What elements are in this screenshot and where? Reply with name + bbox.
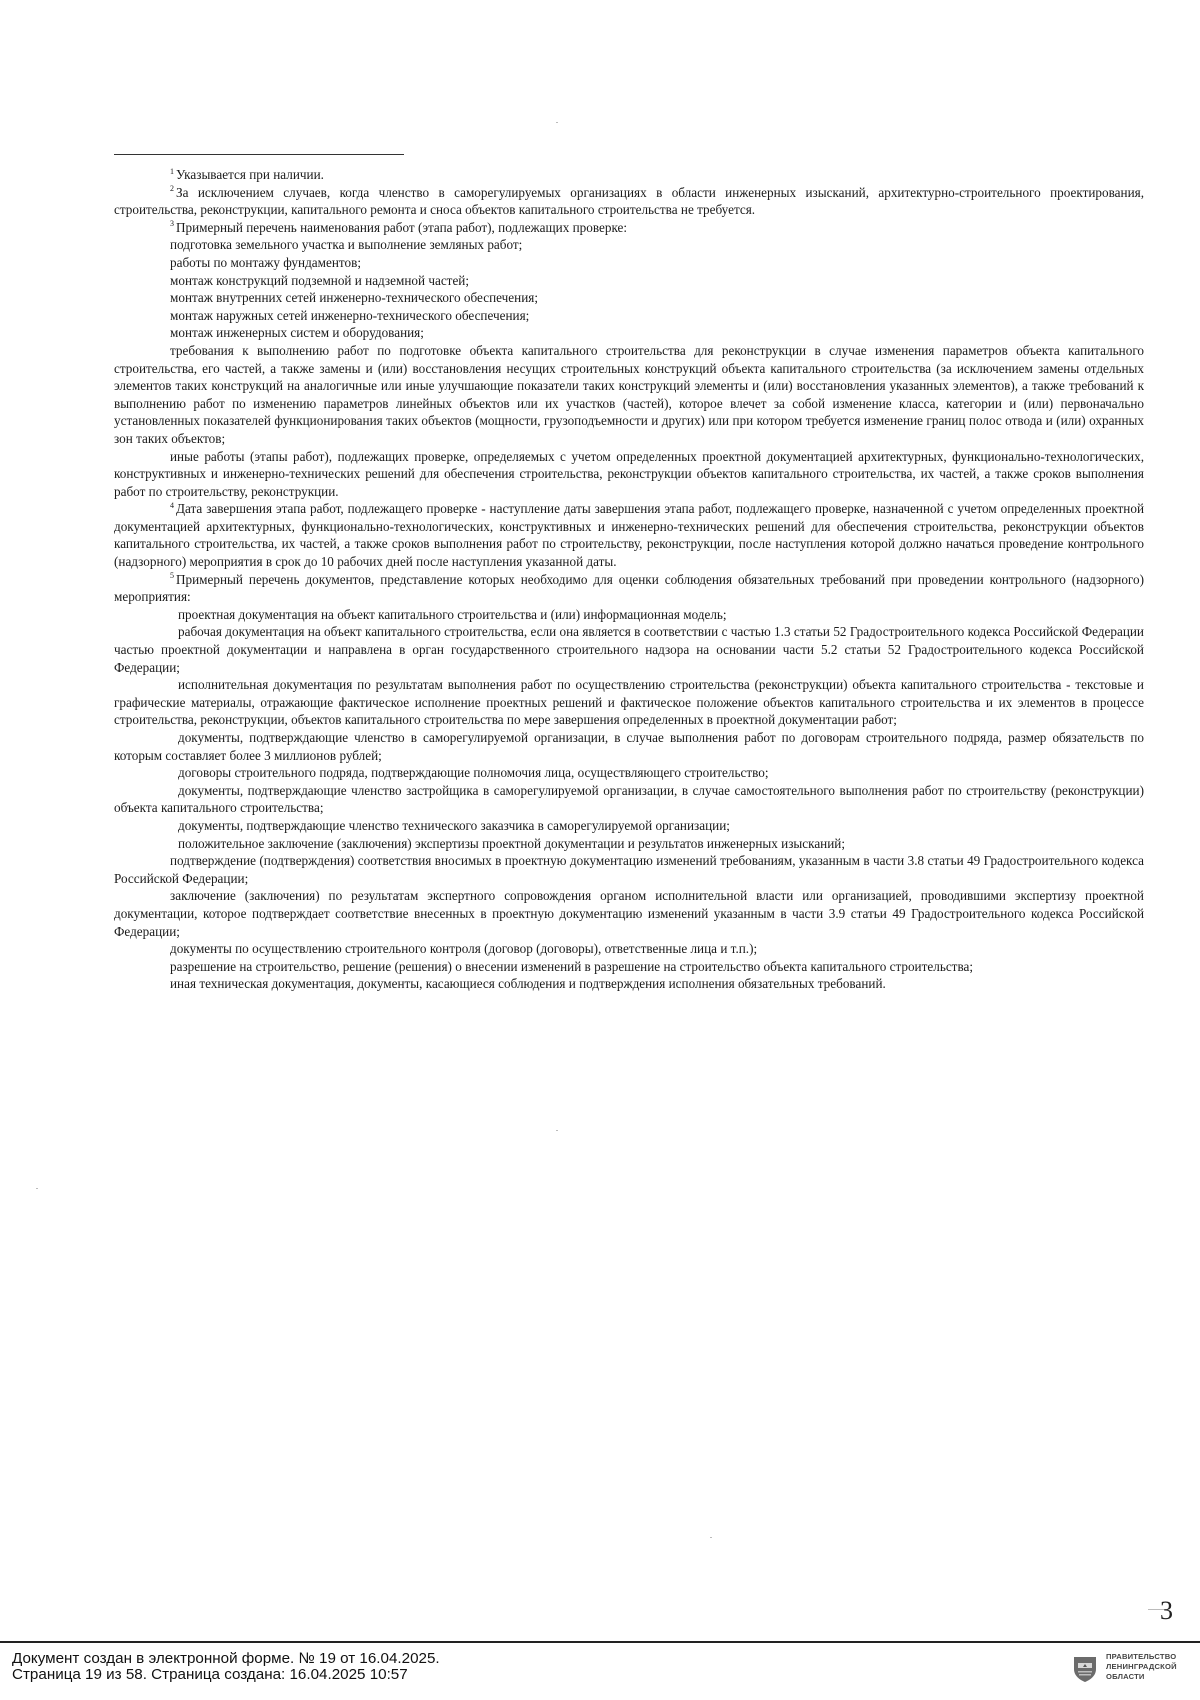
coat-of-arms-icon — [1070, 1653, 1100, 1683]
footnote-1 — [114, 166, 1144, 184]
footnote-marker: 4 — [170, 500, 174, 510]
footnote-text: Примерный перечень наименования работ (этапа работ), подлежащих проверке: — [176, 219, 628, 235]
footnote-3 — [114, 219, 1144, 237]
footnote-marker: 3 — [170, 219, 174, 229]
documents-list-item: проектная документация на объект капитального строительства и (или) информационная модель; — [178, 606, 727, 622]
footnote-text: Дата завершения этапа работ, подлежащего проверке - наступление даты завершения этапа работ, подлежащего проверке, назначенной с учетом определенных проектной документацией архитектурных, функционально-технологических, конструктивных и инженерно-технических решений для обеспечения строительства, реконструкции объектов капитального строительства, их частей, а также сроков выполнения работ по строительству, реконструкции, после наступления которой должно начаться проведение контрольного (надзорного) мероприятия в срок до 10 рабочих дней после наступления указанной даты. — [114, 501, 1144, 570]
footer-line-document: Документ создан в электронной форме. № 19 от 16.04.2025. — [12, 1650, 440, 1667]
works-list-item: монтаж наружных сетей инженерно-технического обеспечения; — [170, 307, 530, 323]
documents-list-item: договоры строительного подряда, подтверждающие полномочия лица, осуществляющего строительство; — [178, 765, 769, 781]
scan-speck — [36, 1188, 38, 1189]
works-list — [114, 236, 1144, 500]
logo-text — [1106, 1652, 1200, 1682]
documents-list-item: документы, подтверждающие членство в саморегулируемой организации, в случае выполнения работ по договорам строительного подряда, размер обязательств по которым составляет более 3 миллионов рублей; — [114, 730, 1144, 763]
documents-list-item: положительное заключение (заключения) экспертизы проектной документации и результатов инженерных изысканий; — [178, 835, 846, 851]
footnote-text: Примерный перечень документов, представление которых необходимо для оценки соблюдения обязательных требований при проведении контрольного (надзорного) мероприятия: — [114, 571, 1144, 605]
document-footer — [0, 1641, 1200, 1700]
documents-list-item: заключение (заключения) по результатам экспертного сопровождения органом исполнительной власти или организацией, проводившими экспертизу проектной документации, которое подтверждает соответствие внесенных в проектную документацию изменений указанным в части 3.9 статьи 49 Градостроительного кодекса Российской Федерации; — [114, 888, 1144, 939]
footnote-text: За исключением случаев, когда членство в саморегулируемых организациях в области инженерных изысканий, архитектурно-строительного проектирования, строительства, реконструкции, капитального ремонта и сноса объектов капитального строительства не требуется. — [114, 184, 1144, 218]
documents-list-item: документы, подтверждающие членство технического заказчика в саморегулируемой организации; — [178, 817, 730, 833]
footnotes-section — [114, 166, 1144, 993]
documents-list-item: документы по осуществлению строительного контроля (договор (договоры), ответственные лица и т.п.); — [170, 941, 758, 957]
logo-text-line: ЛЕНИНГРАДСКОЙ — [1106, 1662, 1177, 1671]
page-number: 3 — [1160, 1596, 1173, 1625]
footnote-marker: 5 — [170, 571, 174, 581]
footnote-2 — [114, 184, 1144, 219]
documents-list-item: исполнительная документация по результатам выполнения работ по осуществлению строительства (реконструкции) объекта капитального строительства - текстовые и графические материалы, отражающие фактическое исполнение проектных решений и фактическое положение объектов капитального строительства и их элементов в процессе строительства, реконструкции, объектов капитального строительства по мере завершения определенных в проектной документации работ; — [114, 677, 1144, 728]
documents-list-item: иная техническая документация, документы, касающиеся соблюдения и подтверждения исполнения обязательных требований. — [170, 976, 886, 992]
footnote-separator — [114, 154, 404, 155]
documents-list-item: рабочая документация на объект капитального строительства, если она является в соответствии с частью 1.3 статьи 52 Градостроительного кодекса Российской Федерации частью проектной документации и направлена в орган государственного строительного надзора на основании части 5.2 статьи 52 Градостроительного кодекса Российской Федерации; — [114, 624, 1144, 675]
footnote-4 — [114, 500, 1144, 570]
documents-list-item: документы, подтверждающие членство застройщика в саморегулируемой организации, в случае самостоятельного выполнения работ по строительству (реконструкции) объекта капитального строительства; — [114, 782, 1144, 816]
footnote-5 — [114, 571, 1144, 606]
logo-text-line: ОБЛАСТИ — [1106, 1672, 1145, 1681]
footer-stamp — [12, 1651, 440, 1683]
footer-line-page: Страница 19 из 58. Страница создана: 16.04.2025 10:57 — [12, 1666, 408, 1683]
documents-list-item: подтверждение (подтверждения) соответствия вносимых в проектную документацию изменений требованиям, указанным в части 3.8 статьи 49 Градостроительного кодекса Российской Федерации; — [114, 853, 1144, 886]
footnote-marker: 2 — [170, 184, 174, 194]
logo-text-line: ПРАВИТЕЛЬСТВО — [1106, 1652, 1177, 1661]
footnote-marker: 1 — [170, 166, 174, 176]
documents-list — [114, 606, 1144, 993]
works-list-item: иные работы (этапы работ), подлежащих проверке, определяемых с учетом определенных проектной документацией архитектурных, функционально-технологических, конструктивных и инженерно-технических решений для обеспечения строительства, реконструкции объектов капитального строительства, их частей, а также сроков выполнения работ по строительству, реконструкции. — [114, 448, 1144, 499]
scan-speck — [556, 1130, 558, 1131]
documents-list-item: разрешение на строительство, решение (решения) о внесении изменений в разрешение на строительство объекта капитального строительства; — [170, 958, 974, 974]
works-list-item: работы по монтажу фундаментов; — [170, 254, 361, 270]
scan-speck — [710, 1537, 712, 1538]
works-list-item: монтаж конструкций подземной и надземной частей; — [170, 272, 470, 288]
works-list-item: подготовка земельного участка и выполнение земляных работ; — [170, 237, 523, 253]
government-logo — [1070, 1651, 1200, 1691]
works-list-item: монтаж инженерных систем и оборудования; — [170, 325, 424, 341]
scan-speck — [556, 122, 558, 123]
works-list-item: требования к выполнению работ по подготовке объекта капитального строительства для реконструкции в случае изменения параметров объекта капитального строительства, его частей, а также замены и (или) восстановления несущих строительных конструкций объекта капитального строительства (за исключением замены отдельных элементов таких конструкций на аналогичные или иные улучшающие показатели таких конструкций элементы и (или) восстановления указанных элементов), а также требований к выполнению работ по изменению параметров линейных объектов или их участков (частей), которое влечет за собой изменение класса, категории и (или) первоначально установленных показателей функционирования таких объектов (мощности, грузоподъемности и других) или при котором требуется изменение границ полос отвода и (или) охранных зон таких объектов; — [114, 342, 1144, 446]
works-list-item: монтаж внутренних сетей инженерно-технического обеспечения; — [170, 290, 538, 306]
footnote-text: Указывается при наличии. — [176, 167, 324, 182]
